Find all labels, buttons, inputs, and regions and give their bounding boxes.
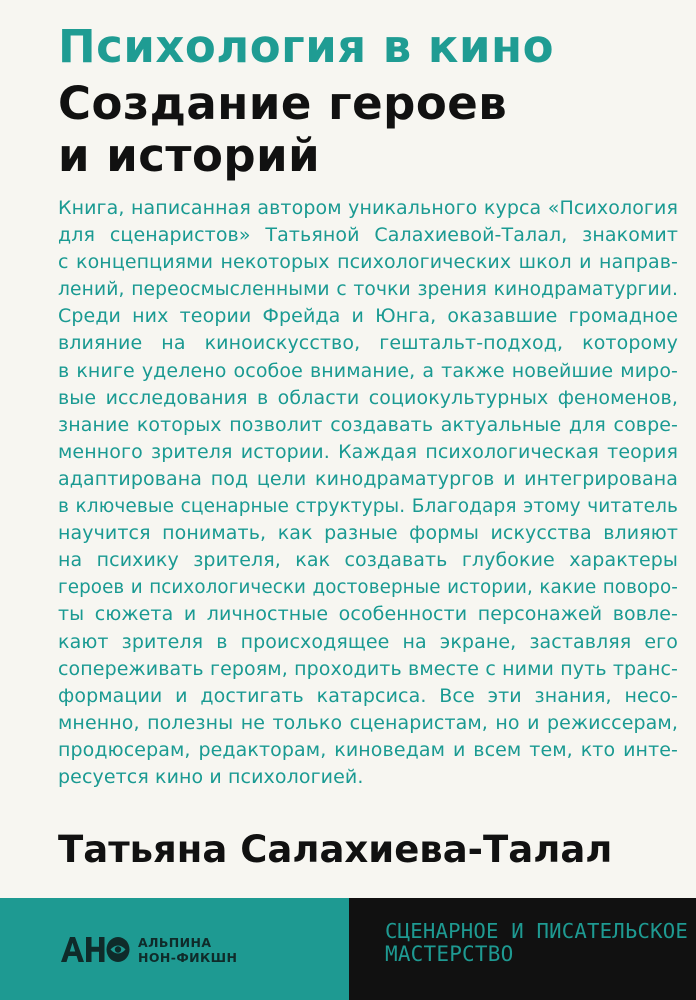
subtitle-line: и историй: [58, 129, 321, 182]
description-line: в ключевые сценарные структуры. Благодаря этому читатель: [58, 496, 678, 518]
description-line: мненно, полезны не только сценаристам, но и режиссерам,: [58, 711, 678, 734]
description-line: кают зрителя в происходящее на экране, заставляя его: [58, 630, 678, 653]
book-subtitle: [58, 78, 507, 182]
publisher-name-line: НОН-ФИКШН: [138, 950, 238, 965]
description-line: с концепциями некоторых психологических школ и направ-: [58, 251, 678, 274]
description-line: сопереживать героям, проходить вместе с ними путь транс-: [58, 657, 678, 680]
description-line: ресуется кино и психологией.: [58, 765, 364, 788]
description-line: научится понимать, как разные формы искусства влияют: [58, 522, 678, 545]
publisher-logo: [60, 934, 260, 974]
series-panel: [349, 898, 696, 1000]
description-line: на психику зрителя, как создавать глубокие характеры: [58, 549, 678, 572]
description-line: лений, переосмысленными с точки зрения кинодраматургии.: [58, 279, 678, 301]
book-title: Психология в кино: [58, 20, 555, 73]
publisher-panel: [0, 898, 349, 1000]
footer-band: [0, 898, 696, 1000]
description-line: ты сюжета и личностные особенности персонажей вовле-: [58, 603, 678, 626]
series-name-line: МАСТЕРСТВО: [385, 942, 514, 966]
subtitle-line: Создание героев: [58, 77, 508, 130]
description-line: в книге уделено особое внимание, а также новейшие миро-: [58, 359, 678, 382]
description-line: продюсерам, редакторам, киноведам и всем тем, кто инте-: [58, 738, 678, 761]
series-name: [385, 920, 688, 966]
description-line: Книга, написанная автором уникального курса «Психология: [58, 197, 678, 219]
description-line: адаптирована под цели кинодраматургов и интегрирована: [58, 467, 678, 490]
description-line: влияние на киноискусство, гештальт-подход, которому: [58, 332, 678, 355]
description-line: формации и достигать катарсиса. Все эти знания, несо-: [58, 684, 678, 707]
publisher-logo-mark-icon: [60, 934, 134, 964]
author-name: Татьяна Салахиева-Талал: [58, 828, 613, 871]
description-line: менного зрителя истории. Каждая психологическая теория: [58, 440, 678, 463]
publisher-name-line: АЛЬПИНА: [138, 935, 212, 950]
description-line: Среди них теории Фрейда и Юнга, оказавшие громадное: [58, 305, 678, 328]
series-name-line: СЦЕНАРНОЕ И ПИСАТЕЛЬСКОЕ: [385, 919, 689, 943]
description-line: героев и психологически достоверные истории, какие поворо-: [58, 577, 678, 599]
description-line: знание которых позволит создавать актуальные для совре-: [58, 413, 678, 436]
publisher-name: [138, 935, 237, 965]
book-description: [58, 195, 678, 791]
description-line: вые исследования в области социокультурных феноменов,: [58, 386, 678, 409]
description-line: для сценаристов» Татьяной Салахиевой-Талал, знакомит: [58, 224, 678, 247]
